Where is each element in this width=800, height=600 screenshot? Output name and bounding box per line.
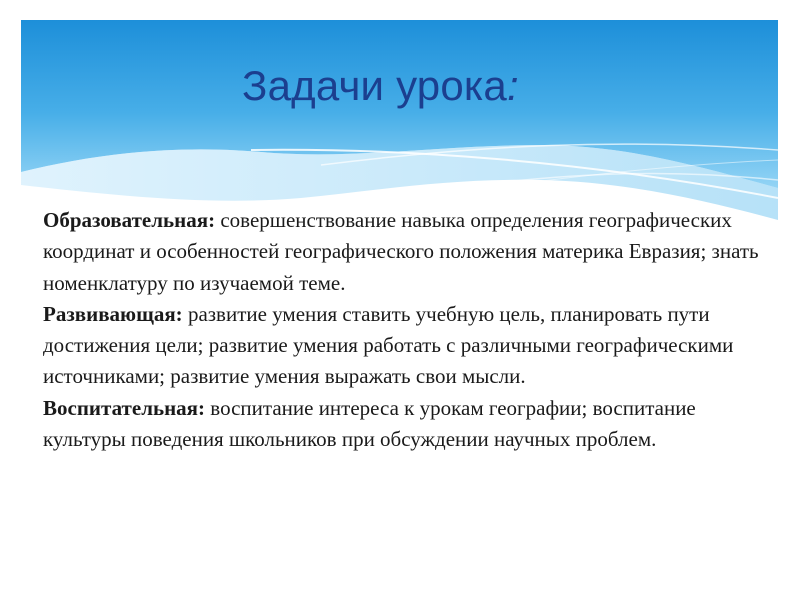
- objective-label: Воспитательная:: [43, 395, 206, 420]
- objective-label: Развивающая:: [43, 301, 183, 326]
- slide-title-colon: :: [506, 62, 519, 109]
- objective-upbringing: [43, 393, 783, 456]
- objective-developmental: [43, 299, 783, 393]
- objective-text: совершенствование навыка определения географических координат и особенностей географического положения материка Евразия; знать номенклатуру по изучаемой теме.: [43, 208, 759, 295]
- header-wave-background: [21, 20, 778, 220]
- objectives-text: [43, 205, 783, 455]
- slide-title: [242, 58, 519, 114]
- slide-title-text: Задачи урока: [242, 62, 507, 109]
- objective-educational: [43, 205, 783, 299]
- objective-text: воспитание интереса к урокам географии; воспитание культуры поведения школьников при обсуждении научных проблем.: [43, 395, 696, 452]
- objective-text: развитие умения ставить учебную цель, планировать пути достижения цели; развитие умения работать с различными географическими источниками; развитие умения выражать свои мысли.: [43, 301, 734, 389]
- objective-label: Образовательная:: [43, 208, 216, 232]
